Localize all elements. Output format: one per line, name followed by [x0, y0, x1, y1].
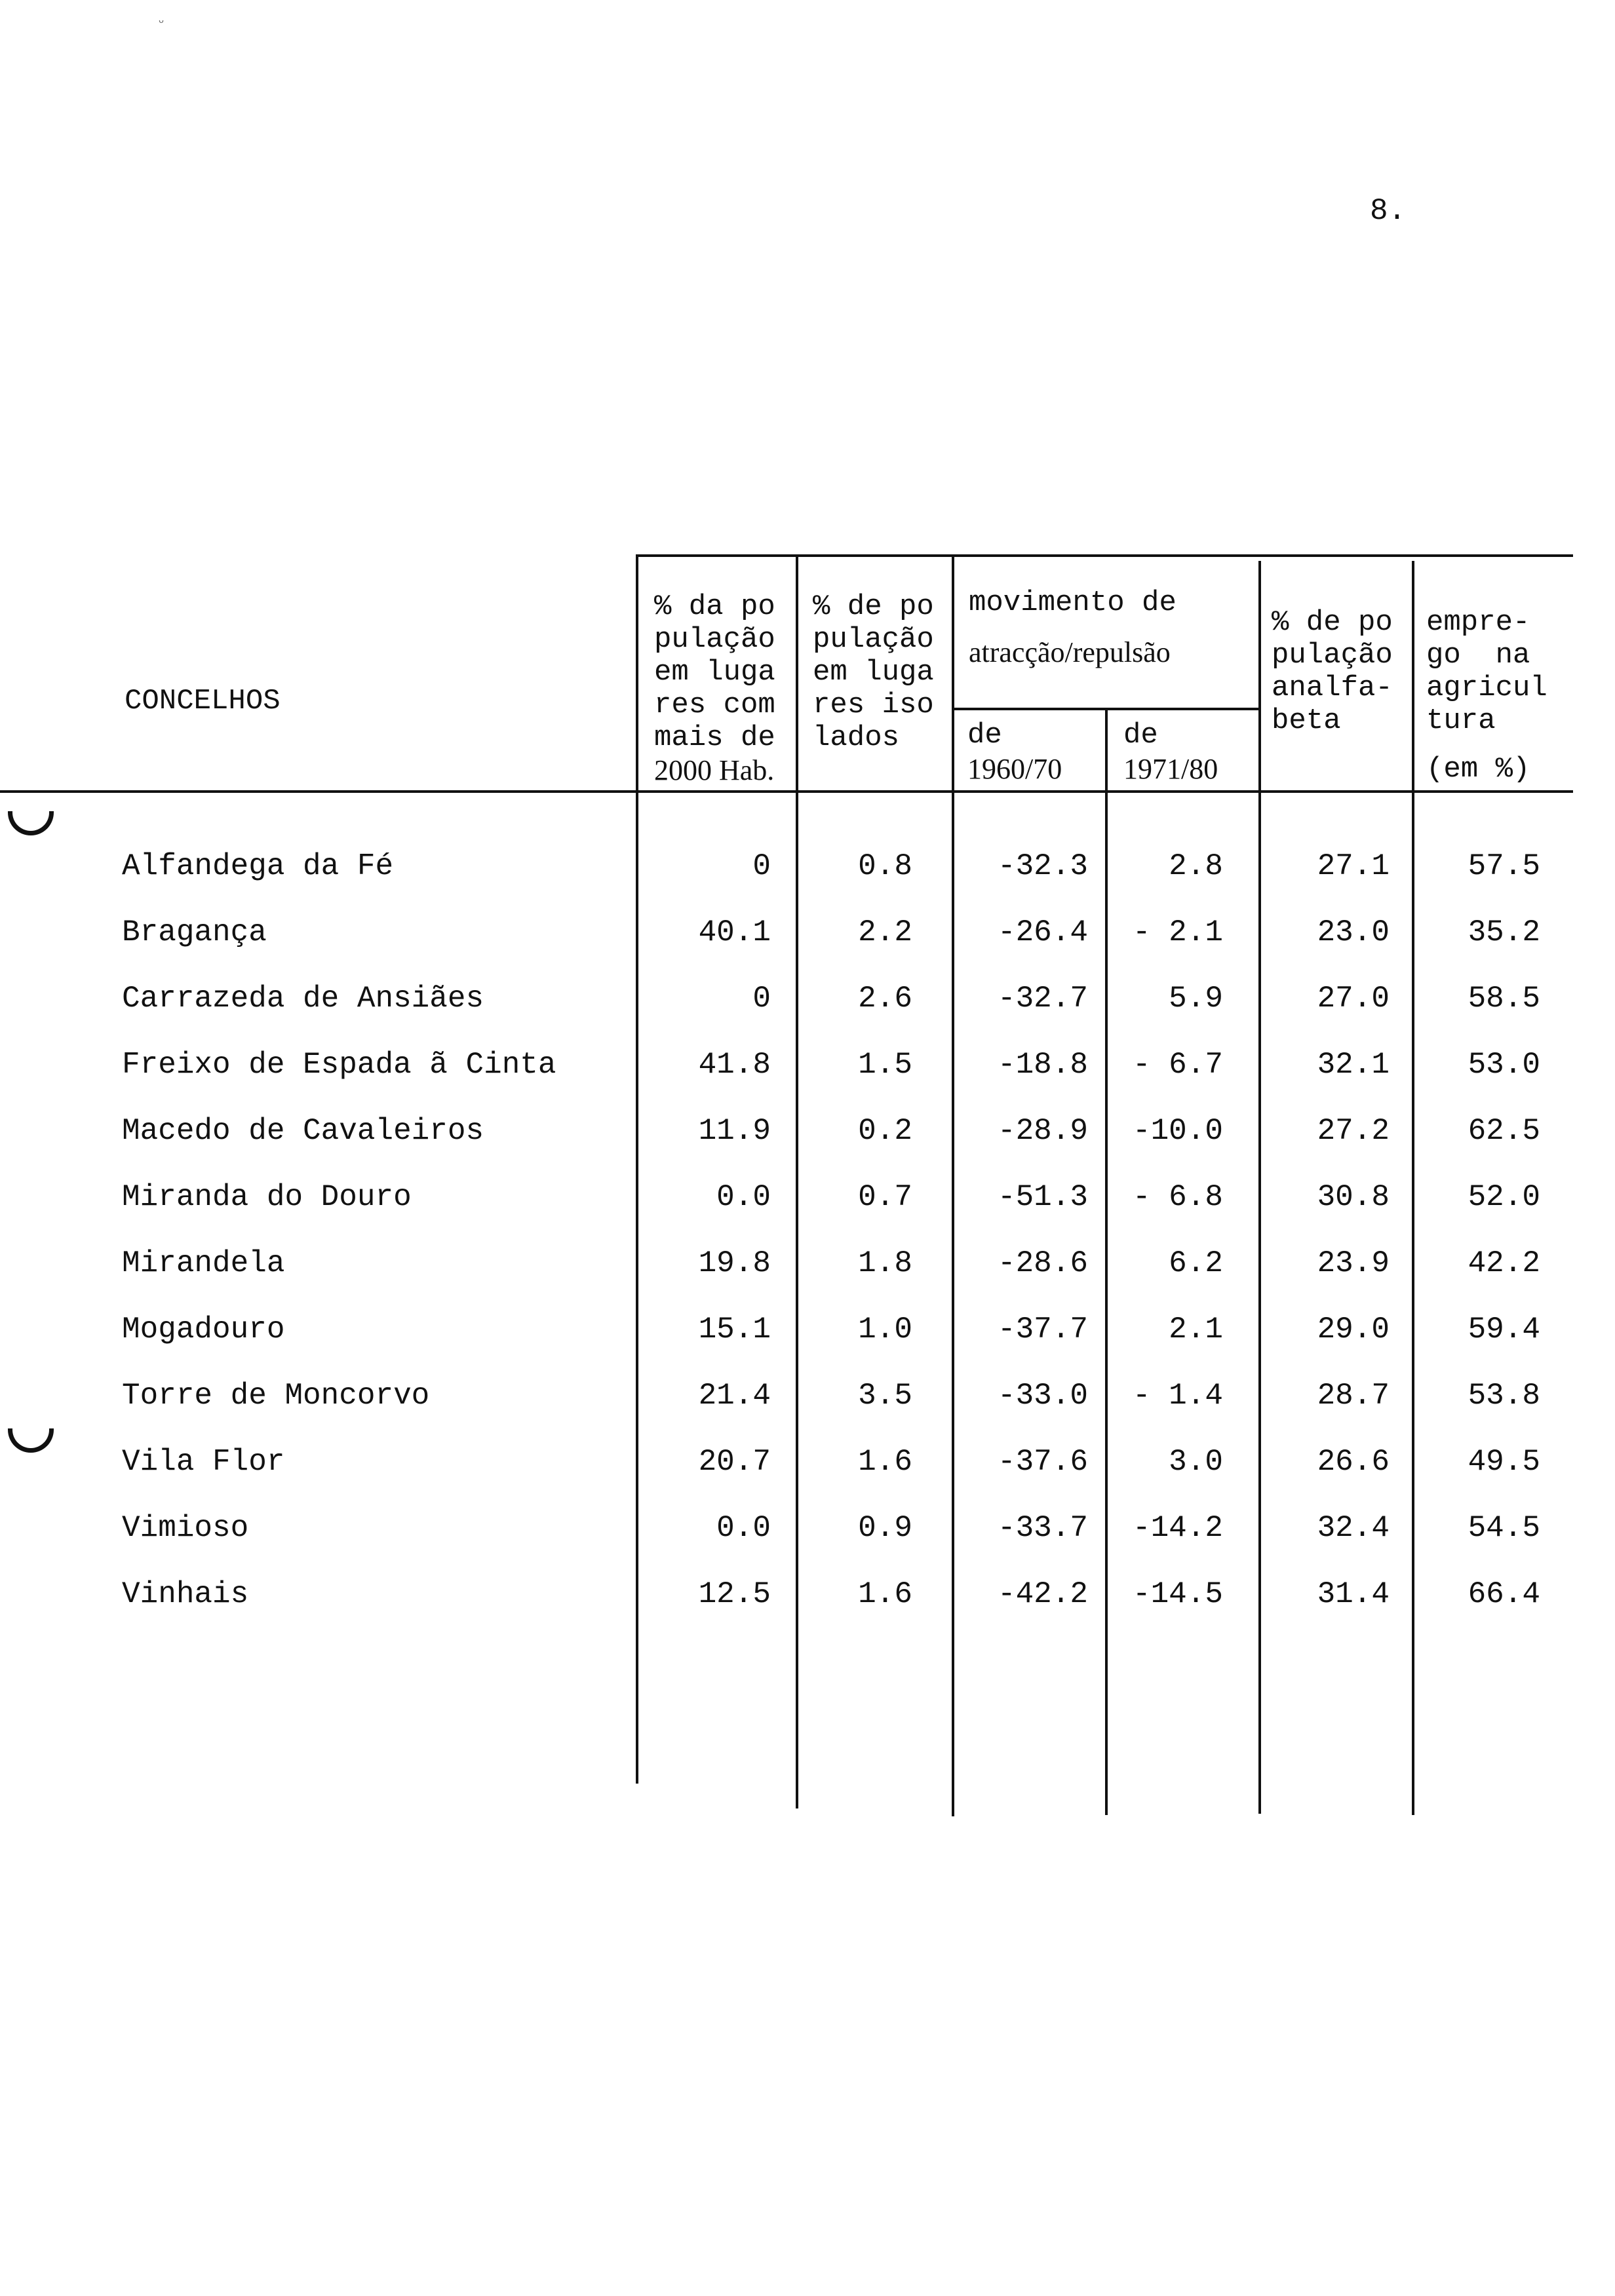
table-cell-c2: 2.2 — [858, 915, 912, 949]
col-divider-3 — [952, 554, 954, 1816]
col-divider-5 — [1258, 561, 1261, 1814]
concelho-name: Carrazeda de Ansiães — [122, 982, 484, 1016]
header-concelhos: CONCELHOS — [125, 685, 281, 718]
header-col3b-line: 1971/80 — [1123, 753, 1218, 785]
table-cell-c1: 19.8 — [698, 1246, 771, 1280]
table-cell-c5: 23.9 — [1317, 1246, 1390, 1280]
table-cell-c2: 1.6 — [858, 1445, 912, 1479]
table-cell-c4: 2.1 — [1169, 1312, 1223, 1347]
table-cell-c1: 0 — [752, 849, 771, 883]
table-cell-c4: -10.0 — [1132, 1114, 1223, 1148]
header-col3-line: movimento de — [969, 586, 1177, 619]
header-col3a-line: de — [967, 719, 1002, 752]
table-cell-c5: 32.4 — [1317, 1511, 1390, 1545]
table-cell-c2: 0.9 — [858, 1511, 912, 1545]
header-col5-line: (em %) — [1426, 753, 1530, 786]
concelho-name: Mirandela — [122, 1246, 285, 1280]
header-col2-line: lados — [813, 721, 900, 754]
table-cell-c4: 2.8 — [1169, 849, 1223, 883]
table-cell-c2: 1.6 — [858, 1577, 912, 1611]
table-cell-c1: 0.0 — [716, 1511, 771, 1545]
table-cell-c5: 32.1 — [1317, 1048, 1390, 1082]
header-col5-line: tura — [1426, 704, 1496, 737]
table-top-rule — [636, 554, 1573, 557]
table-cell-c4: 3.0 — [1169, 1445, 1223, 1479]
table-cell-c2: 0.8 — [858, 849, 912, 883]
header-col5-line: empre- — [1426, 606, 1530, 639]
table-cell-c3: -26.4 — [997, 915, 1088, 949]
header-col3a-line: 1960/70 — [967, 753, 1062, 785]
header-col4-line: pulação — [1272, 639, 1393, 672]
header-col2-line: res iso — [813, 689, 934, 721]
table-cell-c3: -42.2 — [997, 1577, 1088, 1611]
header-col1-line: em luga — [654, 656, 775, 689]
table-cell-c3: -33.0 — [997, 1379, 1088, 1413]
table-cell-c6: 54.5 — [1468, 1511, 1540, 1545]
concelho-name: Torre de Moncorvo — [122, 1379, 430, 1413]
table-cell-c5: 29.0 — [1317, 1312, 1390, 1347]
binding-mark-top — [8, 811, 54, 835]
header-col5-line: agricul — [1426, 672, 1547, 704]
header-col1-line: pulação — [654, 623, 775, 656]
table-cell-c6: 53.0 — [1468, 1048, 1540, 1082]
header-col1-line: % da po — [654, 590, 775, 623]
table-cell-c6: 42.2 — [1468, 1246, 1540, 1280]
table-cell-c1: 0.0 — [716, 1180, 771, 1214]
table-cell-c5: 28.7 — [1317, 1379, 1390, 1413]
table-cell-c2: 3.5 — [858, 1379, 912, 1413]
table-cell-c4: 6.2 — [1169, 1246, 1223, 1280]
table-cell-c3: -32.7 — [997, 982, 1088, 1016]
table-cell-c5: 27.2 — [1317, 1114, 1390, 1148]
header-col5-line: go na — [1426, 639, 1530, 672]
table-cell-c1: 21.4 — [698, 1379, 771, 1413]
col-divider-4 — [1105, 708, 1108, 1815]
header-col4-line: % de po — [1272, 606, 1393, 639]
concelho-name: Miranda do Douro — [122, 1180, 412, 1214]
col-divider-2 — [796, 554, 798, 1808]
table-cell-c3: -33.7 — [997, 1511, 1088, 1545]
table-cell-c4: - 6.7 — [1132, 1048, 1223, 1082]
header-col4-line: analfa- — [1272, 672, 1393, 704]
table-cell-c1: 15.1 — [698, 1312, 771, 1347]
table-cell-c6: 62.5 — [1468, 1114, 1540, 1148]
table-cell-c2: 2.6 — [858, 982, 912, 1016]
table-cell-c5: 26.6 — [1317, 1445, 1390, 1479]
table-cell-c3: -32.3 — [997, 849, 1088, 883]
table-cell-c6: 57.5 — [1468, 849, 1540, 883]
header-col1-line: 2000 Hab. — [654, 754, 775, 786]
table-cell-c1: 12.5 — [698, 1577, 771, 1611]
table-cell-c3: -28.9 — [997, 1114, 1088, 1148]
table-cell-c5: 27.0 — [1317, 982, 1390, 1016]
header-col3b-line: de — [1123, 719, 1158, 752]
table-cell-c3: -28.6 — [997, 1246, 1088, 1280]
concelho-name: Macedo de Cavaleiros — [122, 1114, 484, 1148]
table-cell-c4: -14.5 — [1132, 1577, 1223, 1611]
header-col3-line: atracção/repulsão — [969, 636, 1171, 668]
concelho-name: Bragança — [122, 915, 267, 949]
table-cell-c5: 23.0 — [1317, 915, 1390, 949]
table-cell-c4: - 6.8 — [1132, 1180, 1223, 1214]
table-cell-c2: 1.8 — [858, 1246, 912, 1280]
concelho-name: Freixo de Espada ã Cinta — [122, 1048, 556, 1082]
table-cell-c6: 53.8 — [1468, 1379, 1540, 1413]
table-cell-c4: - 2.1 — [1132, 915, 1223, 949]
table-cell-c6: 52.0 — [1468, 1180, 1540, 1214]
table-cell-c6: 49.5 — [1468, 1445, 1540, 1479]
page-number: 8. — [1370, 194, 1407, 228]
table-cell-c6: 66.4 — [1468, 1577, 1540, 1611]
table-cell-c6: 58.5 — [1468, 982, 1540, 1016]
header-bottom-rule — [0, 790, 1573, 793]
table-cell-c5: 31.4 — [1317, 1577, 1390, 1611]
table-cell-c2: 1.0 — [858, 1312, 912, 1347]
binding-mark-bottom — [8, 1428, 54, 1453]
header-col1-line: res com — [654, 689, 775, 721]
table-cell-c4: 5.9 — [1169, 982, 1223, 1016]
table-cell-c5: 27.1 — [1317, 849, 1390, 883]
table-cell-c1: 20.7 — [698, 1445, 771, 1479]
table-cell-c1: 41.8 — [698, 1048, 771, 1082]
table-cell-c3: -37.6 — [997, 1445, 1088, 1479]
header-col2-line: % de po — [813, 590, 934, 623]
table-cell-c2: 1.5 — [858, 1048, 912, 1082]
table-cell-c4: -14.2 — [1132, 1511, 1223, 1545]
header-col2-line: pulação — [813, 623, 934, 656]
table-cell-c1: 0 — [752, 982, 771, 1016]
concelho-name: Mogadouro — [122, 1312, 285, 1347]
header-col1-line: mais de — [654, 721, 775, 754]
table-cell-c3: -18.8 — [997, 1048, 1088, 1082]
table-cell-c3: -37.7 — [997, 1312, 1088, 1347]
table-cell-c1: 40.1 — [698, 915, 771, 949]
concelho-name: Vinhais — [122, 1577, 249, 1611]
header-col4-line: beta — [1272, 704, 1341, 737]
concelho-name: Vila Flor — [122, 1445, 285, 1479]
table-cell-c3: -51.3 — [997, 1180, 1088, 1214]
header-col2-line: em luga — [813, 656, 934, 689]
scan-speck: ᵕ — [157, 16, 166, 31]
col-divider-6 — [1412, 561, 1414, 1815]
table-cell-c2: 0.7 — [858, 1180, 912, 1214]
col-divider-1 — [636, 554, 638, 1784]
concelho-name: Alfandega da Fé — [122, 849, 394, 883]
table-cell-c5: 30.8 — [1317, 1180, 1390, 1214]
table-cell-c6: 59.4 — [1468, 1312, 1540, 1347]
concelho-name: Vimioso — [122, 1511, 249, 1545]
table-cell-c6: 35.2 — [1468, 915, 1540, 949]
table-cell-c2: 0.2 — [858, 1114, 912, 1148]
table-cell-c4: - 1.4 — [1132, 1379, 1223, 1413]
table-cell-c1: 11.9 — [698, 1114, 771, 1148]
